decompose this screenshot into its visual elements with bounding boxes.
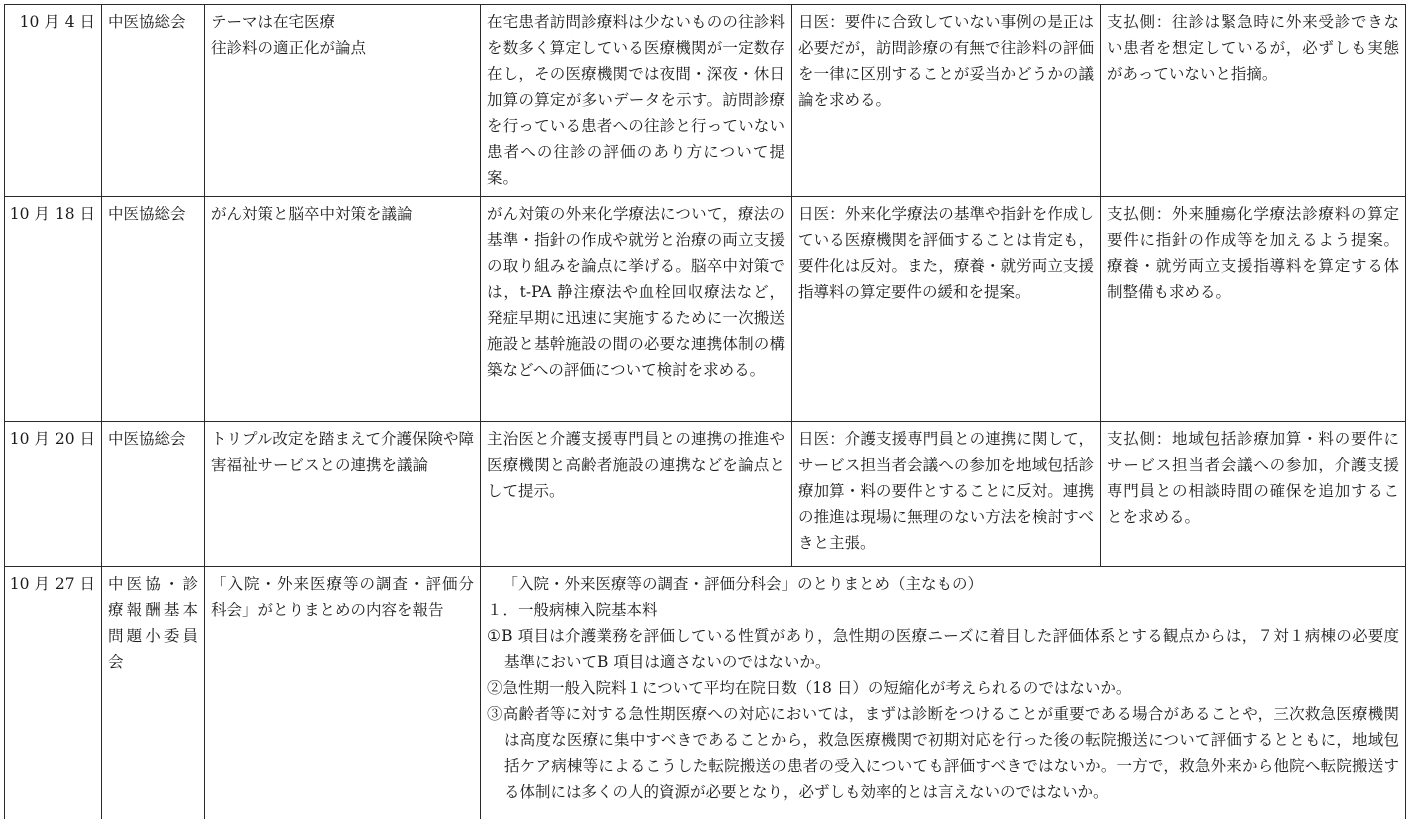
content-cell: 主治医と介護支援専門員との連携の推進や医療機関と高齢者施設の連携などを論点として提示。 bbox=[481, 422, 792, 567]
topic-cell: 「入院・外来医療等の調査・評価分科会」がとりまとめの内容を報告 bbox=[205, 567, 481, 819]
topic-cell bbox=[205, 5, 481, 197]
schedule-table bbox=[4, 4, 1406, 819]
shiharai-cell: 支払側：地域包括診療加算・料の要件にサービス担当者会議への参加，介護支援専門員との相談時間の確保を追加することを求める。 bbox=[1101, 422, 1406, 567]
content-cell: 在宅患者訪問診療料は少ないものの往診料を数多く算定している医療機関が一定数存在し，その医療機関では夜間・深夜・休日加算の算定が多いデータを示す。訪問診療を行っている患者への往診と行っていない患者への往診の評価のあり方について提案。 bbox=[481, 5, 792, 197]
body-cell: 中医協・診療報酬基本問題小委員会 bbox=[102, 567, 205, 819]
nichii-cell: 日医：介護支援専門員との連携に関して，サービス担当者会議への参加を地域包括診療加算・料の要件とすることに反対。連携の推進は現場に無理のない方法を検討すべきと主張。 bbox=[792, 422, 1101, 567]
topic-text: テーマは在宅医療 往診料の適正化が論点 bbox=[211, 13, 367, 57]
table-row bbox=[5, 197, 1406, 422]
table-row bbox=[5, 422, 1406, 567]
date-cell: 10 月 4 日 bbox=[5, 5, 102, 197]
topic-cell: トリプル改定を踏まえて介護保険や障害福祉サービスとの連携を議論 bbox=[205, 422, 481, 567]
content-cell: がん対策の外来化学療法について，療法の基準・指針の作成や就労と治療の両立支援の取り組みを論点に挙げる。脳卒中対策では，t-PA 静注療法や血栓回収療法など，発症早期に迅速に実施するために一次搬送施設と基幹施設の間の必要な連携体制の構築などへの評価について検討を求める。 bbox=[481, 197, 792, 422]
table-row bbox=[5, 5, 1406, 197]
summary-item: ②急性期一般入院料１について平均在院日数（18 日）の短縮化が考えられるのではないか。 bbox=[487, 679, 1132, 697]
date-cell: 10 月 27 日 bbox=[5, 567, 102, 819]
nichii-cell: 日医：外来化学療法の基準や指針を作成している医療機関を評価することは肯定も，要件化は反対。また，療養・就労両立支援指導料の算定要件の緩和を提案。 bbox=[792, 197, 1101, 422]
nichii-cell: 日医：要件に合致していない事例の是正は必要だが，訪問診療の有無で往診料の評価を一律に区別することが妥当かどうかの議論を求める。 bbox=[792, 5, 1101, 197]
table-row bbox=[5, 567, 1406, 819]
summary-item: ③高齢者等に対する急性期医療への対応においては，まずは診断をつけることが重要である場合があることや，三次救急医療機関は高度な医療に集中すべきであることから，救急医療機関で初期対応を行った後の転院搬送について評価するとともに，地域包括ケア病棟等によるこうした転院搬送の患者の受入についても評価すべきではないか。一方で，救急外来から他院へ転院搬送する体制には多くの人的資源が必要となり，必ずしも効率的とは言えないのではないか。 bbox=[487, 705, 1399, 801]
date-cell: 10 月 20 日 bbox=[5, 422, 102, 567]
date-cell: 10 月 18 日 bbox=[5, 197, 102, 422]
summary-item: ①B 項目は介護業務を評価している性質があり，急性期の医療ニーズに着目した評価体系とする観点からは，７対１病棟の必要度基準においてB 項目は適さないのではないか。 bbox=[487, 627, 1399, 671]
summary-cell bbox=[481, 567, 1406, 819]
topic-cell: がん対策と脳卒中対策を議論 bbox=[205, 197, 481, 422]
shiharai-cell: 支払側：往診は緊急時に外来受診できない患者を想定しているが，必ずしも実態があっていないと指摘。 bbox=[1101, 5, 1406, 197]
body-cell: 中医協総会 bbox=[102, 5, 205, 197]
summary-section: １．一般病棟入院基本料 bbox=[487, 601, 658, 619]
shiharai-cell: 支払側：外来腫瘍化学療法診療料の算定要件に指針の作成等を加えるよう提案。療養・就労両立支援指導料を算定する体制整備も求める。 bbox=[1101, 197, 1406, 422]
summary-heading: 「入院・外来医療等の調査・評価分科会」のとりまとめ（主なもの） bbox=[502, 575, 984, 593]
body-cell: 中医協総会 bbox=[102, 197, 205, 422]
body-cell: 中医協総会 bbox=[102, 422, 205, 567]
